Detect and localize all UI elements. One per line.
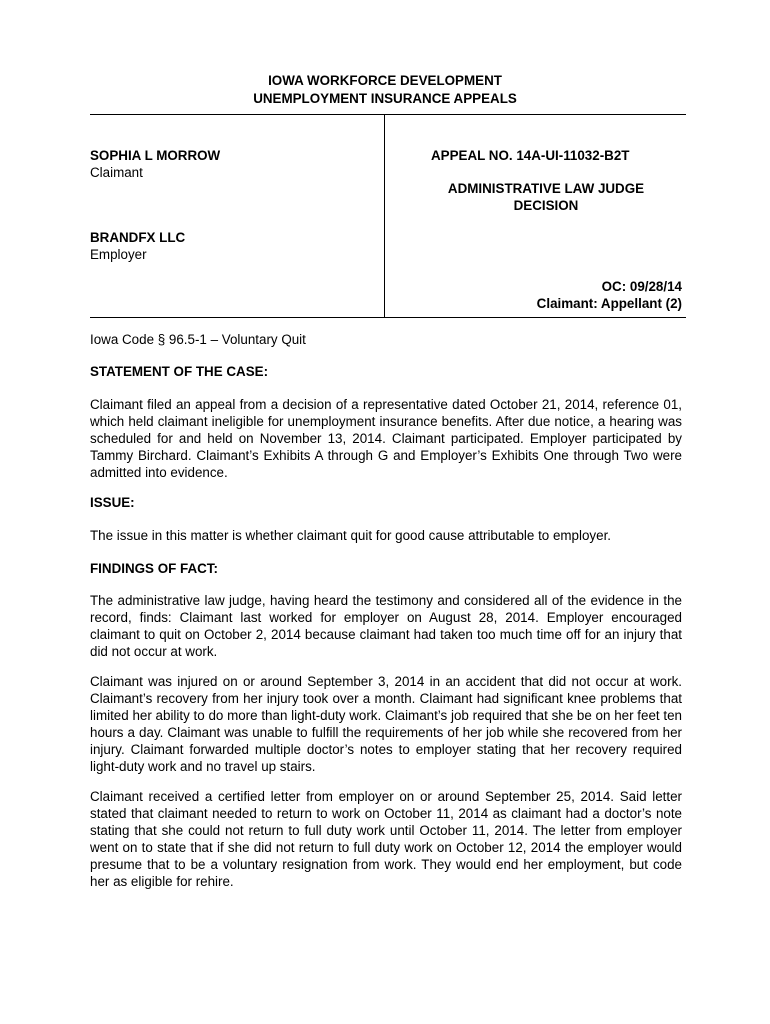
claimant-name: SOPHIA L MORROW	[90, 148, 221, 163]
employer-role: Employer	[90, 247, 147, 262]
appeal-number: APPEAL NO. 14A-UI-11032-B2T	[431, 148, 630, 163]
statement-heading: STATEMENT OF THE CASE:	[90, 364, 269, 379]
claimant-role: Claimant	[90, 165, 143, 180]
division-title: UNEMPLOYMENT INSURANCE APPEALS	[253, 91, 517, 106]
findings-heading: FINDINGS OF FACT:	[90, 561, 218, 576]
findings-paragraph-3: Claimant received a certified letter from employer on or around September 25, 2014. Said letter stated that claimant needed to return to work on October 11, 2014 as claimant had a doctor’s note stating that she could not return to full duty work until October 11, 2014. The letter from employer went on to state that if she did not return to full duty work on October 12, 2014 the employer would presume that to be a voluntary resignation from work. They would end her employment, but code her as eligible for rehire.	[90, 789, 682, 890]
findings-paragraph-1: The administrative law judge, having heard the testimony and considered all of the evidence in the record, finds: Claimant last worked for employer on August 28, 2014. Employer encouraged claimant to quit on October 2, 2014 because claimant had taken too much time off for an injury that did not occur at work.	[90, 593, 682, 660]
statement-text: Claimant filed an appeal from a decision of a representative dated October 21, 2014, reference 01, which held claimant ineligible for unemployment insurance benefits. After due notice, a hearing was scheduled for and held on November 13, 2014. Claimant participated. Employer participated by Tammy Birchard. Claimant’s Exhibits A through G and Employer’s Exhibits One through Two were admitted into evidence.	[90, 397, 682, 481]
caption-divider	[384, 114, 385, 317]
issue-text: The issue in this matter is whether claimant quit for good cause attributable to employer.	[90, 528, 612, 543]
findings-paragraph-2: Claimant was injured on or around September 3, 2014 in an accident that did not occur at work. Claimant’s recovery from her injury took over a month. Claimant had significant knee problems that limited her ability to do more than light-duty work. Claimant’s job required that she be on her feet ten hours a day. Claimant was unable to fulfill the requirements of her job while she recovered from her injury. Claimant forwarded multiple doctor’s notes to employer stating that her recovery required light-duty work and no travel up stairs.	[90, 674, 682, 775]
issue-heading: ISSUE:	[90, 495, 135, 510]
caption-top-rule	[90, 114, 686, 115]
oc-date: OC: 09/28/14	[601, 279, 682, 294]
agency-title: IOWA WORKFORCE DEVELOPMENT	[268, 73, 502, 88]
decision-title-line1: ADMINISTRATIVE LAW JUDGE	[447, 181, 645, 196]
caption-bottom-rule	[90, 317, 686, 318]
appellant-status: Claimant: Appellant (2)	[536, 296, 682, 311]
employer-name: BRANDFX LLC	[90, 230, 186, 245]
decision-title-line2: DECISION	[513, 198, 579, 213]
code-reference: Iowa Code § 96.5-1 – Voluntary Quit	[90, 332, 306, 347]
